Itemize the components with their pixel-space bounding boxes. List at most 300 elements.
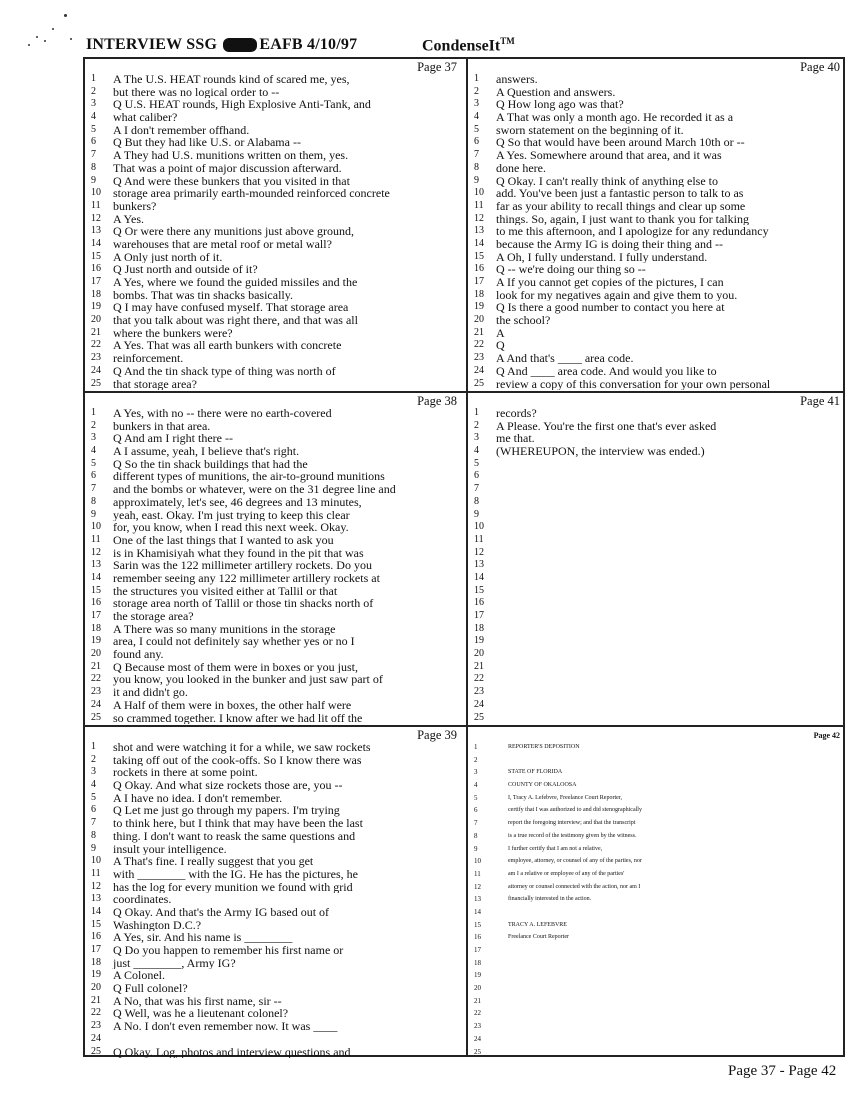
- line-text: done here.: [496, 161, 546, 175]
- transcript-line: [468, 982, 846, 995]
- line-text: Q So the tin shack buildings that had the: [113, 457, 308, 471]
- line-text: Q Okay. I can't really think of anything else to: [496, 174, 718, 188]
- transcript-line: [468, 407, 846, 420]
- line-number: 22: [474, 1009, 481, 1018]
- line-number: 25: [474, 1047, 481, 1056]
- line-text: because the Army IG is doing their thing and --: [496, 237, 723, 251]
- line-number: 18: [474, 622, 484, 634]
- transcript-line: [468, 534, 846, 547]
- line-text: A Yes. Somewhere around that area, and it was: [496, 149, 722, 162]
- line-text: One of the last things that I wanted to ask you: [113, 533, 334, 547]
- line-number: 16: [474, 933, 481, 942]
- line-text: coordinates.: [113, 893, 172, 906]
- transcript-line: [468, 98, 846, 111]
- line-number: 8: [91, 829, 96, 841]
- transcript-line: [468, 995, 846, 1008]
- line-number: 14: [474, 237, 484, 249]
- transcript-page-40: [468, 59, 846, 391]
- line-text: that you talk about was right there, and that was all: [113, 314, 358, 327]
- line-number: 21: [91, 660, 101, 672]
- line-text: financially interested in the action.: [508, 896, 592, 903]
- line-text: Q I may have confused myself. That storage area: [113, 301, 349, 315]
- line-number: 18: [474, 288, 484, 300]
- page-number-label: Page 38: [417, 394, 457, 408]
- line-number: 6: [474, 806, 478, 815]
- line-text: A: [496, 326, 505, 340]
- transcript-line: [85, 124, 463, 137]
- line-text: Q And am I right there --: [113, 432, 233, 446]
- transcript-lines: [468, 741, 846, 1058]
- line-number: 4: [474, 781, 478, 790]
- transcript-line: [85, 225, 463, 238]
- line-number: 22: [474, 339, 484, 351]
- transcript-line: [85, 661, 463, 674]
- transcript-line: [85, 686, 463, 699]
- transcript-line: [468, 969, 846, 982]
- transcript-line: [468, 779, 846, 792]
- line-text: yeah, east. Okay. I'm just trying to keep this clear: [113, 508, 350, 522]
- line-number: 3: [91, 766, 96, 778]
- line-number: 9: [91, 842, 96, 854]
- transcript-line: [85, 149, 463, 162]
- line-text: the school?: [496, 314, 551, 327]
- line-text: Q How long ago was that?: [496, 98, 624, 112]
- line-text: bunkers in that area.: [113, 419, 211, 433]
- line-number: 17: [91, 276, 101, 287]
- line-number: 3: [91, 98, 96, 110]
- line-number: 1: [474, 73, 479, 84]
- line-text: found any.: [113, 648, 164, 661]
- transcript-line: [468, 352, 846, 365]
- line-text: A There was so many munitions in the storage: [113, 622, 336, 636]
- line-number: 14: [91, 571, 101, 583]
- line-text: review a copy of this conversation for your own personal: [496, 377, 771, 391]
- transcript-line: [85, 1020, 463, 1033]
- line-number: 7: [474, 483, 479, 495]
- transcript-line: [85, 741, 463, 754]
- transcript-line: [468, 623, 846, 636]
- line-text: Sarin was the 122 millimeter artillery rockets. Do you: [113, 559, 372, 572]
- line-number: 11: [474, 199, 484, 211]
- line-text: has the log for every munition we found with grid: [113, 880, 353, 894]
- page-number-label: Page 37: [417, 60, 457, 74]
- transcript-line: [468, 162, 846, 175]
- line-number: 2: [474, 755, 478, 764]
- line-number: 13: [474, 559, 484, 571]
- transcript-line: [468, 339, 846, 352]
- transcript-line: [468, 843, 846, 856]
- title-suffix: EAFB 4/10/97: [259, 36, 358, 53]
- line-number: 8: [474, 831, 478, 840]
- line-number: 1: [474, 743, 478, 751]
- line-text: Q Well, was he a lieutenant colonel?: [113, 1007, 289, 1021]
- line-number: 13: [91, 225, 101, 237]
- line-number: 22: [91, 1007, 101, 1019]
- transcript-lines: [468, 407, 846, 724]
- transcript-line: [85, 483, 463, 496]
- line-text: taking off out of the cook-offs. So I know there was: [113, 753, 362, 767]
- line-text: Q: [496, 339, 505, 353]
- transcript-line: [468, 187, 846, 200]
- line-number: 2: [91, 85, 96, 97]
- line-text: A And that's ____ area code.: [496, 352, 634, 365]
- transcript-line: [85, 944, 463, 957]
- transcript-line: [468, 610, 846, 623]
- transcript-line: [85, 496, 463, 509]
- line-number: 2: [474, 419, 479, 431]
- transcript-line: [468, 792, 846, 805]
- line-number: 7: [474, 149, 479, 161]
- line-number: 15: [91, 584, 101, 596]
- line-number: 10: [474, 521, 484, 533]
- line-text: to think here, but I think that may have been the last: [113, 817, 363, 830]
- line-number: 21: [474, 326, 484, 338]
- line-text: Q Okay. Log, photos and interview questions and: [113, 1045, 351, 1059]
- transcript-line: [468, 699, 846, 712]
- line-number: 24: [91, 698, 101, 710]
- line-text: A Please. You're the first one that's ever asked: [496, 419, 717, 433]
- line-number: 12: [91, 546, 101, 558]
- line-number: 5: [91, 791, 96, 803]
- line-text: A No, that was his first name, sir --: [113, 994, 282, 1008]
- line-number: 18: [91, 622, 101, 634]
- line-number: 8: [91, 495, 96, 507]
- transcript-line: [85, 585, 463, 598]
- transcript-line: [468, 124, 846, 137]
- line-number: 19: [91, 635, 101, 647]
- line-number: 12: [474, 212, 484, 224]
- transcript-line: [85, 982, 463, 995]
- transcript-line: [85, 804, 463, 817]
- line-number: 20: [474, 984, 481, 993]
- line-number: 14: [474, 571, 484, 583]
- transcript-line: [85, 420, 463, 433]
- line-number: 12: [474, 882, 481, 891]
- trademark: TM: [500, 36, 515, 46]
- transcript-line: [85, 521, 463, 534]
- transcript-line: [468, 855, 846, 868]
- line-number: 22: [91, 673, 101, 685]
- transcript-line: [468, 547, 846, 560]
- transcript-page-41: [468, 393, 846, 725]
- line-text: look for my negatives again and give them to you.: [496, 288, 738, 302]
- transcript-line: [468, 432, 846, 445]
- line-number: 3: [474, 98, 479, 110]
- line-number: 3: [91, 432, 96, 444]
- transcript-line: [85, 111, 463, 124]
- line-text: COUNTY OF OKALOOSA: [508, 782, 577, 789]
- line-number: 20: [474, 648, 484, 660]
- line-number: 13: [474, 225, 484, 237]
- line-text: Q Because most of them were in boxes or you just,: [113, 660, 358, 674]
- line-text: different types of munitions, the air-to-ground munitions: [113, 470, 385, 484]
- document-header: [86, 36, 826, 58]
- transcript-line: [85, 610, 463, 623]
- line-number: 25: [474, 711, 484, 723]
- transcript-page-39: [85, 727, 463, 1059]
- transcript-line: [85, 817, 463, 830]
- transcript-grid: [83, 57, 845, 1057]
- transcript-line: [468, 327, 846, 340]
- transcript-line: [85, 969, 463, 982]
- transcript-line: [468, 673, 846, 686]
- line-number: 13: [91, 893, 101, 905]
- line-text: for, you know, when I read this next week. Okay.: [113, 521, 349, 534]
- line-number: 16: [91, 263, 101, 275]
- transcript-line: [85, 830, 463, 843]
- line-text: A Yes, sir. And his name is ________: [113, 931, 293, 944]
- line-number: 6: [91, 136, 96, 148]
- transcript-line: [468, 301, 846, 314]
- line-number: 9: [474, 508, 479, 520]
- line-number: 9: [91, 508, 96, 520]
- logo-text: CondenseIt: [422, 37, 501, 55]
- line-text: A I have no idea. I don't remember.: [113, 791, 283, 805]
- line-number: 10: [474, 187, 484, 199]
- transcript-line: [468, 289, 846, 302]
- transcript-line: [468, 635, 846, 648]
- line-text: STATE OF FLORIDA: [508, 769, 563, 776]
- line-text: Q U.S. HEAT rounds, High Explosive Anti-Tank, and: [113, 98, 371, 112]
- line-text: Q So that would have been around March 10th or --: [496, 136, 745, 150]
- line-text: A Yes. That was all earth bunkers with concrete: [113, 339, 342, 353]
- transcript-line: [85, 509, 463, 522]
- line-number: 15: [474, 920, 481, 929]
- line-number: 4: [474, 445, 479, 457]
- transcript-lines: [85, 741, 463, 1058]
- line-text: That was a point of major discussion afterward.: [113, 161, 342, 175]
- transcript-line: [85, 855, 463, 868]
- line-number: 24: [474, 698, 484, 710]
- line-text: with ________ with the IG. He has the pictures, he: [113, 867, 358, 881]
- line-number: 25: [474, 377, 484, 389]
- transcript-line: [85, 86, 463, 99]
- transcript-page-38: [85, 393, 463, 725]
- transcript-lines: [85, 407, 463, 724]
- transcript-line: [468, 868, 846, 881]
- line-text: shot and were watching it for a while, we saw rockets: [113, 741, 371, 754]
- transcript-page-37: [85, 59, 463, 391]
- line-text: is in Khamisiyah what they found in the pit that was: [113, 546, 364, 560]
- line-number: 15: [474, 584, 484, 596]
- line-text: and the bombs or whatever, were on the 31 degree line and: [113, 483, 396, 496]
- line-number: 18: [474, 958, 481, 967]
- line-number: 16: [474, 263, 484, 275]
- line-number: 7: [91, 149, 96, 161]
- transcript-line: [85, 276, 463, 289]
- page-range-footer: Page 37 - Page 42: [728, 1063, 837, 1079]
- line-text: Q -- we're doing our thing so --: [496, 263, 646, 276]
- line-number: 17: [474, 276, 484, 287]
- transcript-line: [468, 175, 846, 188]
- transcript-line: [468, 661, 846, 674]
- line-text: records?: [496, 407, 537, 420]
- transcript-line: [85, 673, 463, 686]
- transcript-line: [468, 881, 846, 894]
- transcript-line: [85, 445, 463, 458]
- line-text: Q Or were there any munitions just above ground,: [113, 225, 354, 238]
- transcript-line: [468, 378, 846, 391]
- transcript-lines: [468, 73, 846, 390]
- line-text: bombs. That was tin shacks basically.: [113, 288, 293, 302]
- transcript-line: [468, 314, 846, 327]
- redaction-mark: [223, 38, 257, 52]
- line-text: far as your ability to recall things and clear up some: [496, 199, 746, 213]
- transcript-line: [468, 712, 846, 725]
- transcript-line: [468, 238, 846, 251]
- line-number: 2: [91, 753, 96, 765]
- line-number: 22: [91, 339, 101, 351]
- transcript-line: [468, 919, 846, 932]
- line-number: 16: [91, 597, 101, 609]
- transcript-line: [85, 365, 463, 378]
- transcript-line: [468, 754, 846, 767]
- transcript-line: [85, 213, 463, 226]
- transcript-line: [85, 378, 463, 391]
- line-number: 12: [474, 546, 484, 558]
- line-number: 20: [91, 314, 101, 326]
- line-number: 19: [91, 969, 101, 981]
- line-number: 10: [91, 521, 101, 533]
- line-number: 14: [91, 237, 101, 249]
- transcript-line: [468, 149, 846, 162]
- transcript-line: [85, 597, 463, 610]
- line-text: area, I could not definitely say whether yes or no I: [113, 635, 355, 649]
- line-number: 6: [474, 136, 479, 148]
- transcript-line: [468, 766, 846, 779]
- line-text: bunkers?: [113, 199, 157, 213]
- transcript-line: [85, 792, 463, 805]
- transcript-line: [85, 238, 463, 251]
- transcript-line: [468, 496, 846, 509]
- line-text: so crammed together. I know after we had lit off the: [113, 711, 363, 725]
- line-text: Q Do you happen to remember his first name or: [113, 944, 344, 957]
- transcript-line: [468, 931, 846, 944]
- transcript-line: [85, 327, 463, 340]
- transcript-line: [468, 830, 846, 843]
- line-text: but there was no logical order to --: [113, 85, 280, 99]
- transcript-line: [468, 458, 846, 471]
- line-number: 1: [474, 407, 479, 418]
- line-text: storage area north of Tallil or those tin shacks north of: [113, 597, 374, 610]
- line-number: 19: [91, 301, 101, 313]
- line-number: 9: [474, 844, 478, 853]
- line-number: 21: [474, 996, 481, 1005]
- line-number: 9: [91, 174, 96, 186]
- transcript-line: [468, 597, 846, 610]
- line-text: I, Tracy A. Lefebvre, Freelance Court Reporter,: [508, 794, 623, 801]
- transcript-line: [85, 547, 463, 560]
- line-text: A Oh, I fully understand. I fully understand.: [496, 250, 708, 264]
- line-number: 16: [474, 597, 484, 609]
- transcript-lines: [85, 73, 463, 390]
- transcript-line: [85, 1033, 463, 1046]
- transcript-line: [85, 73, 463, 86]
- line-number: 13: [91, 559, 101, 571]
- line-text: Q Just north and outside of it?: [113, 263, 258, 276]
- line-number: 11: [91, 533, 101, 545]
- line-number: 21: [91, 994, 101, 1006]
- line-number: 2: [91, 419, 96, 431]
- line-number: 5: [91, 123, 96, 135]
- transcript-line: [85, 635, 463, 648]
- transcript-line: [85, 766, 463, 779]
- transcript-line: [85, 136, 463, 149]
- transcript-line: [85, 868, 463, 881]
- line-text: me that.: [496, 432, 535, 446]
- line-text: attorney or counsel connected with the action, nor am I: [508, 883, 641, 890]
- transcript-line: [468, 86, 846, 99]
- line-number: 17: [474, 946, 481, 954]
- transcript-line: [85, 432, 463, 445]
- line-text: remember seeing any 122 millimeter artillery rockets at: [113, 571, 380, 585]
- line-number: 23: [91, 686, 101, 698]
- transcript-line: [468, 251, 846, 264]
- line-text: A Yes, with no -- there were no earth-covered: [113, 407, 332, 420]
- transcript-line: [468, 213, 846, 226]
- transcript-line: [85, 187, 463, 200]
- page-number-label: Page 40: [800, 60, 840, 74]
- transcript-line: [85, 162, 463, 175]
- transcript-line: [468, 585, 846, 598]
- transcript-line: [85, 906, 463, 919]
- line-text: A No. I don't even remember now. It was ____: [113, 1020, 338, 1033]
- line-number: 11: [474, 533, 484, 545]
- line-number: 15: [91, 250, 101, 262]
- line-text: A They had U.S. munitions written on them, yes.: [113, 149, 349, 162]
- line-number: 14: [474, 907, 481, 916]
- line-text: to me this afternoon, and I apologize for any redundancy: [496, 225, 769, 238]
- line-number: 1: [91, 407, 96, 418]
- transcript-line: [468, 906, 846, 919]
- line-number: 10: [474, 857, 481, 866]
- line-text: (WHEREUPON, the interview was ended.): [496, 445, 705, 458]
- line-text: I further certify that I am not a relative,: [508, 845, 603, 852]
- line-number: 8: [474, 495, 479, 507]
- line-number: 20: [91, 982, 101, 994]
- line-number: 11: [474, 869, 481, 878]
- transcript-line: [468, 686, 846, 699]
- transcript-line: [468, 1020, 846, 1033]
- line-text: reinforcement.: [113, 352, 184, 365]
- transcript-line: [468, 1046, 846, 1059]
- title-prefix: INTERVIEW SSG: [86, 36, 218, 53]
- transcript-line: [468, 445, 846, 458]
- line-number: 17: [91, 610, 101, 621]
- line-text: approximately, let's see, 46 degrees and 13 minutes,: [113, 495, 362, 509]
- line-number: 13: [474, 895, 481, 904]
- line-text: Freelance Court Reporter: [508, 934, 569, 941]
- transcript-line: [85, 957, 463, 970]
- transcript-line: [85, 1007, 463, 1020]
- line-number: 18: [91, 956, 101, 968]
- transcript-line: [468, 111, 846, 124]
- transcript-line: [468, 893, 846, 906]
- line-number: 12: [91, 880, 101, 892]
- line-number: 14: [91, 905, 101, 917]
- transcript-line: [85, 648, 463, 661]
- line-text: certify that I was authorized to and did stenographically: [508, 807, 642, 814]
- transcript-line: [85, 881, 463, 894]
- transcript-line: [85, 893, 463, 906]
- line-number: 11: [91, 199, 101, 211]
- line-text: where the bunkers were?: [113, 326, 233, 340]
- transcript-line: [85, 407, 463, 420]
- line-number: 2: [474, 85, 479, 97]
- transcript-line: [85, 263, 463, 276]
- transcript-line: [468, 509, 846, 522]
- line-number: 1: [91, 73, 96, 84]
